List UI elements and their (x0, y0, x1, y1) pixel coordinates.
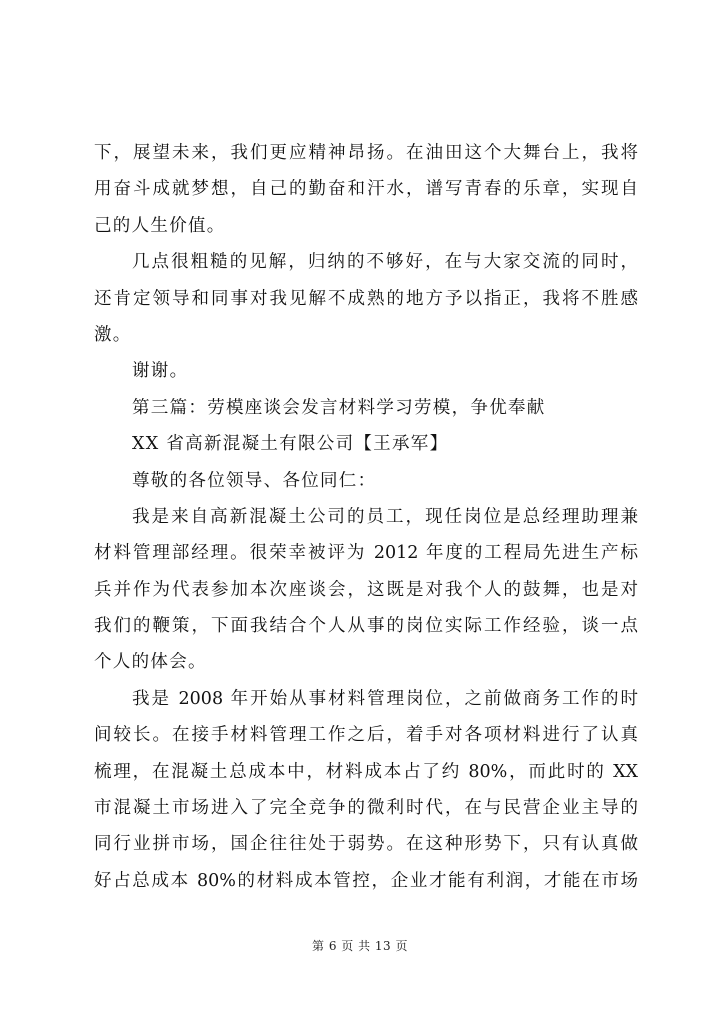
paragraph-start-line: 我是 2008 年开始从事材料管理岗位，之前做商务工作的时 (132, 688, 638, 709)
text-line: 我们的鞭策，下面我结合个人从事的岗位实际工作经验，谈一点 (94, 616, 638, 637)
text-line: 己的人生价值。 (94, 215, 226, 236)
text-line: 激。 (94, 324, 132, 345)
page-footer (0, 937, 720, 954)
text-line: 材料管理部经理。很荣幸被评为 2012 年度的工程局先进生产标 (94, 543, 638, 564)
text-line: 间较长。在接手材料管理工作之后，着手对各项材料进行了认真 (94, 725, 638, 746)
section-heading: 第三篇：劳模座谈会发言材料学习劳模，争优奉献 (132, 397, 546, 418)
text-line: 市混凝土市场进入了完全竞争的微利时代，在与民营企业主导的 (94, 798, 638, 819)
page-number-label: 第 6 页 共 13 页 (312, 939, 408, 953)
text-line: 还肯定领导和同事对我见解不成熟的地方予以指正，我将不胜感 (94, 288, 638, 309)
author-line: XX 省高新混凝土有限公司【王承军】 (132, 434, 449, 455)
text-line: 下，展望未来，我们更应精神昂扬。在油田这个大舞台上，我将 (94, 143, 638, 163)
paragraph-start-line: 几点很粗糙的见解，归纳的不够好，在与大家交流的同时， (132, 252, 638, 273)
paragraph-start-line: 我是来自高新混凝土公司的员工，现任岗位是总经理助理兼 (132, 506, 638, 527)
text-line: 兵并作为代表参加本次座谈会，这既是对我个人的鼓舞，也是对 (94, 579, 638, 600)
document-body (94, 135, 638, 899)
salutation-line: 尊敬的各位领导、各位同仁： (132, 470, 377, 491)
text-line: 梳理，在混凝土总成本中，材料成本占了约 80%，而此时的 XX (94, 761, 638, 782)
thanks-line: 谢谢。 (132, 361, 189, 382)
text-line: 同行业拼市场，国企往往处于弱势。在这种形势下，只有认真做 (94, 834, 638, 855)
text-line: 个人的体会。 (94, 652, 207, 673)
text-line: 好占总成本 80%的材料成本管控，企业才能有利润，才能在市场 (94, 870, 638, 891)
text-line: 用奋斗成就梦想，自己的勤奋和汗水，谱写青春的乐章，实现自 (94, 179, 638, 200)
